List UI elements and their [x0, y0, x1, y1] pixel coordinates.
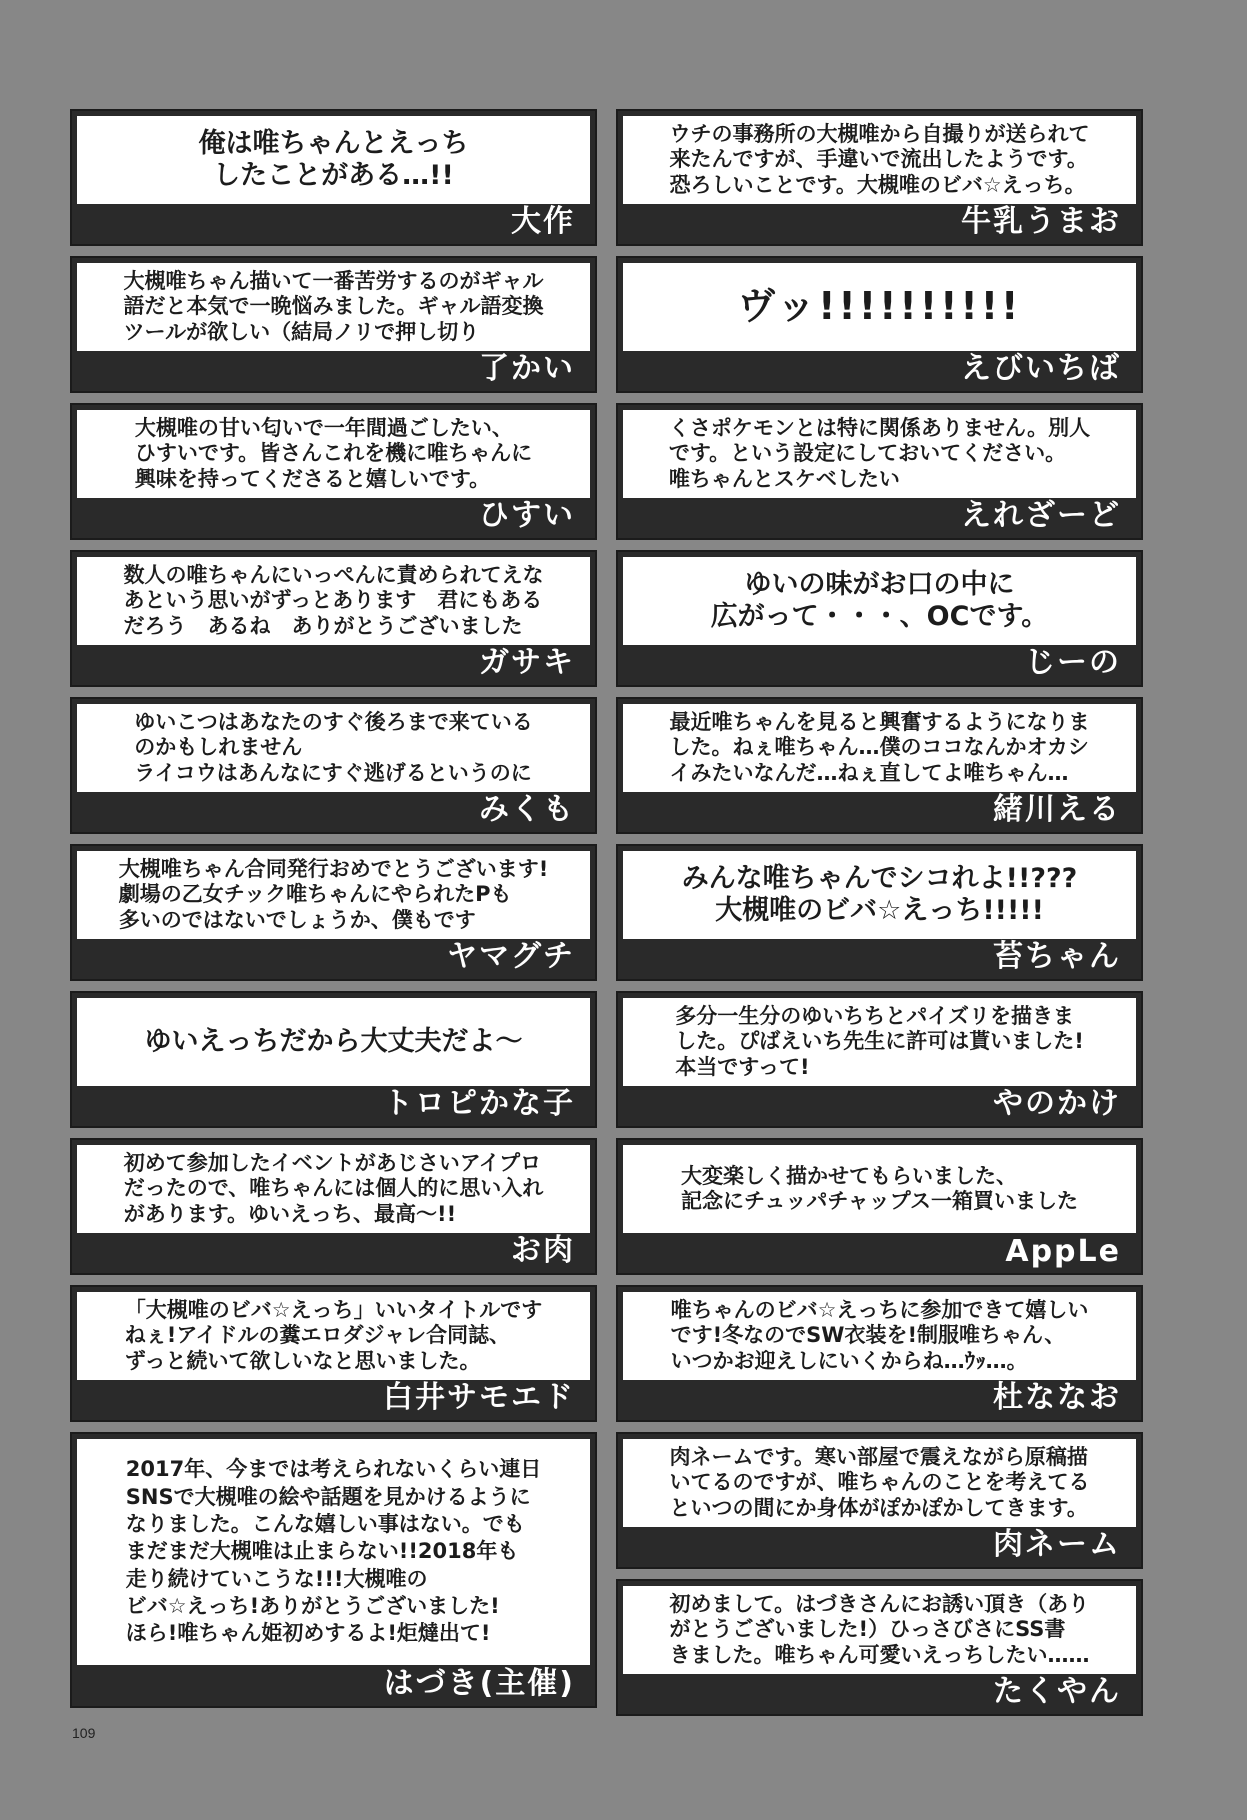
comment-author: ひすい: [479, 498, 575, 533]
comment-card: [616, 1138, 1143, 1275]
comment-author: 白井サモエド: [383, 1380, 575, 1415]
comment-author: AppLe: [1005, 1234, 1121, 1269]
comment-card: [616, 844, 1143, 981]
comment-message: くさポケモンとは特に関係ありません。別人 です。という設定にしておいてください。 唯ちゃんとスケベしたい: [623, 410, 1136, 498]
comment-author: じーの: [1025, 645, 1121, 680]
comment-card: [616, 550, 1143, 687]
page-number: 109: [72, 1725, 96, 1741]
comment-author: 牛乳うまお: [961, 204, 1121, 239]
comment-message: 俺は唯ちゃんとえっち したことがある…!!: [77, 116, 590, 204]
comment-message: 大槻唯の甘い匂いで一年間過ごしたい、 ひすいです。皆さんこれを機に唯ちゃんに 興味を持ってくださると嬉しいです。: [77, 410, 590, 498]
comment-card: [70, 109, 597, 246]
comment-author: やのかけ: [993, 1086, 1121, 1121]
comment-author: 了かい: [479, 351, 575, 386]
comment-card: [616, 109, 1143, 246]
comment-message: 数人の唯ちゃんにいっぺんに責められてえな あという思いがずっとあります 君にもある だろう あるね ありがとうございました: [77, 557, 590, 645]
comment-card: [70, 1285, 597, 1422]
comment-card: [70, 991, 597, 1128]
comment-card: [616, 1432, 1143, 1569]
comment-card: [616, 256, 1143, 393]
comment-message: 初めまして。はづきさんにお誘い頂き（あり がとうございました!）ひっさびさにSS書 きました。唯ちゃん可愛いえっちしたい……: [623, 1586, 1136, 1674]
comment-author: たくやん: [993, 1674, 1121, 1709]
comment-message: 大変楽しく描かせてもらいました、 記念にチュッパチャップス一箱買いました: [623, 1145, 1136, 1233]
comment-author: みくも: [479, 792, 575, 827]
comment-author: えびいちば: [961, 351, 1121, 386]
comment-card: [616, 991, 1143, 1128]
comment-message: 初めて参加したイベントがあじさいアイプロ だったので、唯ちゃんには個人的に思い入れ があります。ゆいえっち、最高～!!: [77, 1145, 590, 1233]
comment-card: [70, 256, 597, 393]
comment-card: [616, 697, 1143, 834]
comment-card: [616, 1285, 1143, 1422]
comment-author: 緒川える: [993, 792, 1121, 827]
comment-message: 肉ネームです。寒い部屋で震えながら原稿描 いてるのですが、唯ちゃんのことを考えてる といつの間にか身体がぽかぽかしてきます。: [623, 1439, 1136, 1527]
comment-author: 大作: [511, 204, 575, 239]
comment-author: トロピかな子: [383, 1086, 575, 1121]
comment-author: 苔ちゃん: [993, 939, 1121, 974]
comment-message: 大槻唯ちゃん合同発行おめでとうございます! 劇場の乙女チック唯ちゃんにやられたPも 多いのではないでしょうか、僕もです: [77, 851, 590, 939]
comment-card: [70, 1432, 597, 1708]
comment-message: ゆいえっちだから大丈夫だよ～: [77, 998, 590, 1086]
comment-author: 杜ななお: [993, 1380, 1121, 1415]
comment-card: [70, 1138, 597, 1275]
comment-message: ウチの事務所の大槻唯から自撮りが送られて 来たんですが、手違いで流出したようです。 恐ろしいことです。大槻唯のビバ☆えっち。: [623, 116, 1136, 204]
comment-message: 唯ちゃんのビバ☆えっちに参加できて嬉しい です!冬なのでSW衣装を!制服唯ちゃん、 いつかお迎えしにいくからね…ｳｯ…。: [623, 1292, 1136, 1380]
comment-message: ゆいこつはあなたのすぐ後ろまで来ている のかもしれません ライコウはあんなにすぐ逃げるというのに: [77, 704, 590, 792]
comment-message: 多分一生分のゆいちちとパイズリを描きま した。ぴばえいち先生に許可は貰いました! 本当ですって!: [623, 998, 1136, 1086]
comment-message: 大槻唯ちゃん描いて一番苦労するのがギャル 語だと本気で一晩悩みました。ギャル語変換 ツールが欲しい（結局ノリで押し切り: [77, 263, 590, 351]
comment-author: ヤマグチ: [447, 939, 575, 974]
comment-message: みんな唯ちゃんでシコれよ!!??? 大槻唯のビバ☆えっち!!!!!: [623, 851, 1136, 939]
comment-author: えれざーど: [961, 498, 1121, 533]
comment-author: お肉: [511, 1233, 575, 1268]
comment-card: [70, 550, 597, 687]
comment-message: 「大槻唯のビバ☆えっち」いいタイトルです ねぇ!アイドルの糞エロダジャレ合同誌、 ずっと続いて欲しいなと思いました。: [77, 1292, 590, 1380]
comment-card: [70, 403, 597, 540]
comment-message: 2017年、今までは考えられないくらい連日 SNSで大槻唯の絵や話題を見かけるように なりました。こんな嬉しい事はない。でも まだまだ大槻唯は止まらない!!2018年も 走り続けていこうな!!!大槻唯の ビバ☆えっち!ありがとうございました! ほら!唯ちゃん姫初めするよ!炬燵出て!: [77, 1439, 590, 1665]
comment-author: はづき(主催): [383, 1666, 575, 1701]
comment-message: ゆいの味がお口の中に 広がって・・・、OCです。: [623, 557, 1136, 645]
comment-card: [70, 844, 597, 981]
comment-card: [616, 1579, 1143, 1716]
comment-card: [616, 403, 1143, 540]
comment-message: ヴッ!!!!!!!!!!: [623, 263, 1136, 351]
comment-message: 最近唯ちゃんを見ると興奮するようになりま した。ねぇ唯ちゃん…僕のココなんかオカシ イみたいなんだ…ねぇ直してよ唯ちゃん…: [623, 704, 1136, 792]
comment-card: [70, 697, 597, 834]
comment-author: 肉ネーム: [993, 1527, 1121, 1562]
comment-author: ガサキ: [479, 645, 575, 680]
